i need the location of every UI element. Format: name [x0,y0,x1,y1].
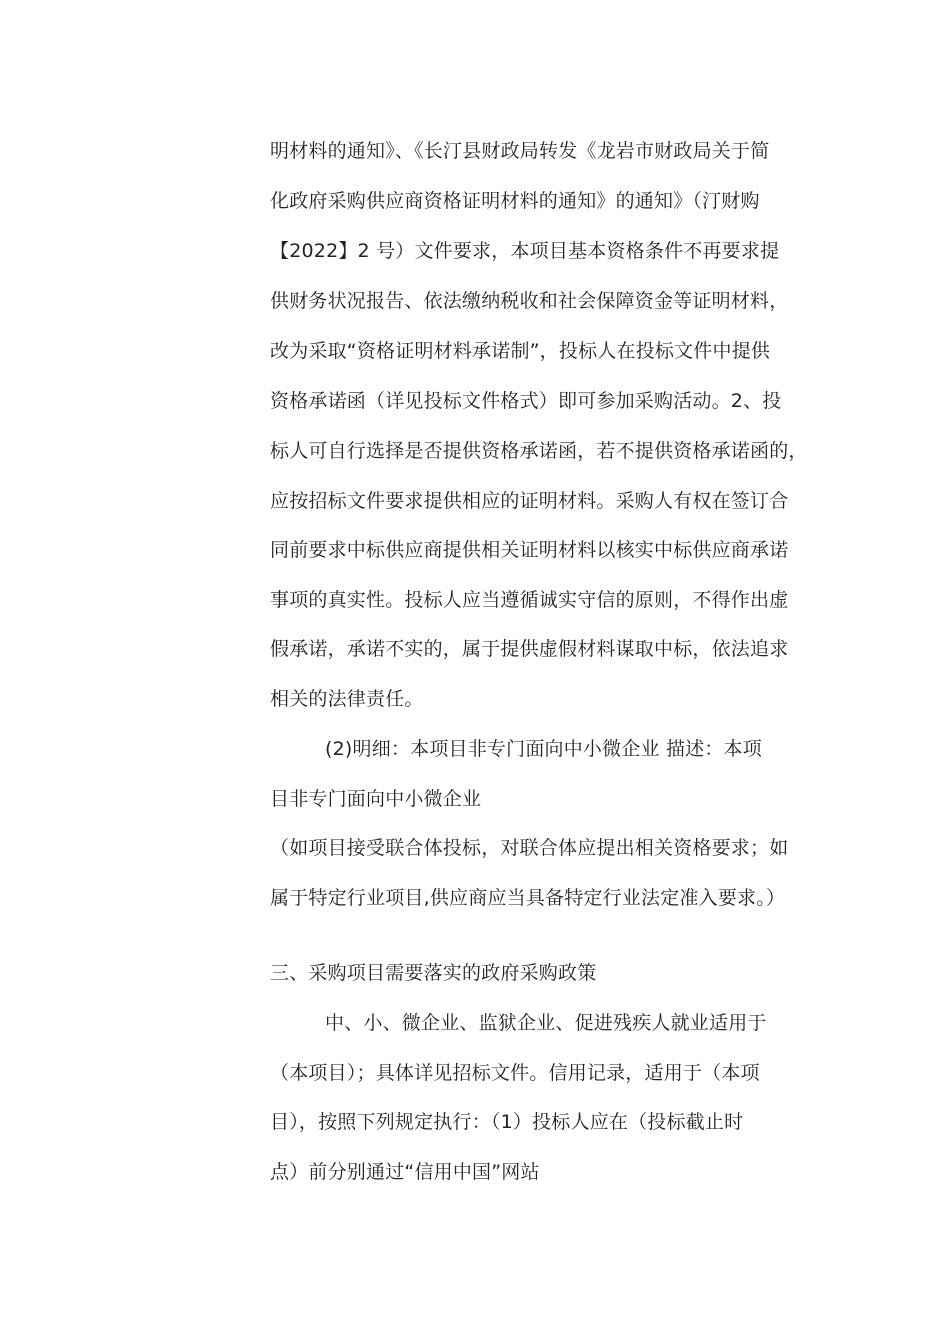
paragraph-line: 资格承诺函（详见投标文件格式）即可参加采购活动。2、投 [270,390,782,412]
consortium-note-line: 属于特定行业项目,供应商应当具备特定行业法定准入要求。） [270,887,786,909]
paragraph-line: 改为采取“资格证明材料承诺制”，投标人在投标文件中提供 [270,340,771,362]
section-body-line: 点）前分别通过“信用中国”网站 [270,1161,540,1183]
paragraph-line: 相关的法律责任。 [270,688,424,710]
paragraph-line: 标人可自行选择是否提供资格承诺函，若不提供资格承诺函的， [270,440,808,462]
paragraph-line: 假承诺，承诺不实的，属于提供虚假材料谋取中标，依法追求 [270,638,789,660]
paragraph-line: 事项的真实性。投标人应当遵循诚实守信的原则，不得作出虚 [270,589,789,611]
section-body-line: 中、小、微企业、监狱企业、促进残疾人就业适用于 [325,1012,767,1034]
paragraph-line: 化政府采购供应商资格证明材料的通知》的通知》（汀财购 [270,190,760,212]
paragraph-line: 同前要求中标供应商提供相关证明材料以核实中标供应商承诺 [270,539,789,561]
section-heading: 三、采购项目需要落实的政府采购政策 [270,962,597,984]
section-body-line: （本项目）；具体详见招标文件。信用记录，适用于（本项 [270,1062,760,1084]
paragraph-line: 【2022】2 号）文件要求，本项目基本资格条件不再要求提 [270,240,780,262]
detail-item-line: (2)明细：本项目非专门面向中小微企业 描述：本项 [325,738,762,760]
section-body-line: 目），按照下列规定执行：（1）投标人应在（投标截止时 [270,1111,744,1133]
detail-item-line: 目非专门面向中小微企业 [270,788,482,810]
paragraph-line: 供财务状况报告、依法缴纳税收和社会保障资金等证明材料， [270,290,789,312]
consortium-note-line: （如项目接受联合体投标，对联合体应提出相关资格要求；如 [270,837,789,859]
paragraph-line: 应按招标文件要求提供相应的证明材料。采购人有权在签订合 [270,490,789,512]
paragraph-line: 明材料的通知》、《长汀县财政局转发《龙岩市财政局关于简 [270,140,770,162]
